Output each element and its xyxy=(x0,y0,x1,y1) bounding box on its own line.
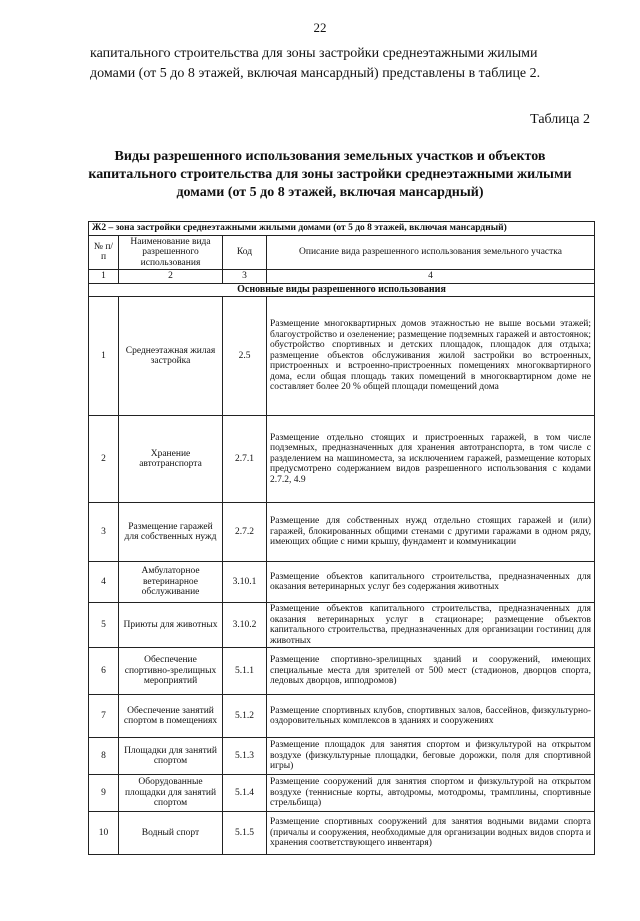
use-description: Размещение сооружений для занятия спортом и физкультурой на открытом воздухе (теннисные корты, автодромы, мотодромы, трамплины, спортивные стрельбища) xyxy=(267,775,595,812)
table-row xyxy=(89,416,595,503)
zone-title-row xyxy=(89,222,595,236)
use-name: Амбулаторное ветеринарное обслуживание xyxy=(119,562,223,603)
use-name: Размещение гаражей для собственных нужд xyxy=(119,503,223,562)
table-row xyxy=(89,695,595,738)
use-description: Размещение объектов капитального строительства, предназначенных для оказания ветеринарных услуг в стационаре; размещение объектов капитального строительства, предназначенных для организации гостиниц для животных xyxy=(267,603,595,648)
use-description: Размещение площадок для занятия спортом и физкультурой на открытом воздухе (физкультурные площадки, беговые дорожки, поля для спортивной игры) xyxy=(267,738,595,775)
use-code: 2.7.1 xyxy=(223,416,267,503)
section-title: Основные виды разрешенного использования xyxy=(89,283,595,297)
use-description: Размещение многоквартирных домов этажностью не выше восьми этажей; благоустройство и озеленение; размещение подземных гаражей и автостоянок; обустройство спортивных и детских площадок, площадок для отдыха; размещение объектов обслуживания жилой застройки во встроенных, пристроенных и встроенно-пристроенных помещениях многоквартирного дома, если общая площадь таких помещений в многоквартирном доме не составляет более 20 % общей площади помещений дома xyxy=(267,297,595,416)
row-number: 8 xyxy=(89,738,119,775)
use-code: 2.7.2 xyxy=(223,503,267,562)
row-number: 10 xyxy=(89,812,119,855)
table-row xyxy=(89,648,595,695)
zone-title: Ж2 – зона застройки среднеэтажными жилыми домами (от 5 до 8 этажей, включая мансардный) xyxy=(89,222,595,236)
use-description: Размещение спортивных клубов, спортивных залов, бассейнов, физкультурно-оздоровительных комплексов в зданиях и сооружениях xyxy=(267,695,595,738)
section-row xyxy=(89,283,595,297)
use-code: 5.1.2 xyxy=(223,695,267,738)
use-code: 3.10.2 xyxy=(223,603,267,648)
use-code: 3.10.1 xyxy=(223,562,267,603)
header-desc: Описание вида разрешенного использования земельного участка xyxy=(267,235,595,270)
intro-line: домами (от 5 до 8 этажей, включая мансардный) представлены в таблице 2. xyxy=(90,66,541,81)
column-index: 2 xyxy=(119,270,223,284)
row-number: 9 xyxy=(89,775,119,812)
table-label: Таблица 2 xyxy=(530,112,590,127)
row-number: 5 xyxy=(89,603,119,648)
column-index: 1 xyxy=(89,270,119,284)
header-row xyxy=(89,235,595,270)
use-description: Размещение для собственных нужд отдельно стоящих гаражей и (или) гаражей, блокированных общими стенами с другими гаражами в одном ряду, имеющих общие с ними крышу, фундамент и коммуникации xyxy=(267,503,595,562)
header-name: Наименование вида разрешенного использования xyxy=(119,235,223,270)
row-number: 2 xyxy=(89,416,119,503)
row-number: 3 xyxy=(89,503,119,562)
table-row xyxy=(89,775,595,812)
use-name: Обеспечение занятий спортом в помещениях xyxy=(119,695,223,738)
use-name: Среднеэтажная жилая застройка xyxy=(119,297,223,416)
use-description: Размещение отдельно стоящих и пристроенных гаражей, в том числе подземных, предназначенных для хранения автотранспорта, в том числе с разделением на машиноместа, за исключением гаражей, размещение которых предусмотрено содержанием видов разрешенного использования с кодами 2.7.2, 4.9 xyxy=(267,416,595,503)
table-row xyxy=(89,297,595,416)
header-code: Код xyxy=(223,235,267,270)
use-description: Размещение спортивных сооружений для занятия водными видами спорта (причалы и сооружения, необходимые для организации водных видов спорта и хранения соответствующего инвентаря) xyxy=(267,812,595,855)
table-row xyxy=(89,812,595,855)
use-description: Размещение объектов капитального строительства, предназначенных для оказания ветеринарных услуг без содержания животных xyxy=(267,562,595,603)
header-num: № п/п xyxy=(89,235,119,270)
row-number: 4 xyxy=(89,562,119,603)
use-name: Водный спорт xyxy=(119,812,223,855)
table-row xyxy=(89,603,595,648)
use-name: Площадки для занятий спортом xyxy=(119,738,223,775)
intro-line: капитального строительства для зоны застройки среднеэтажными жилыми xyxy=(90,46,538,61)
column-index-row xyxy=(89,270,595,284)
row-number: 7 xyxy=(89,695,119,738)
intro-paragraph xyxy=(90,44,590,84)
row-number: 1 xyxy=(89,297,119,416)
use-name: Обеспечение спортивно-зрелищных мероприятий xyxy=(119,648,223,695)
table-row xyxy=(89,503,595,562)
land-use-table xyxy=(88,221,595,855)
use-code: 5.1.5 xyxy=(223,812,267,855)
use-code: 2.5 xyxy=(223,297,267,416)
use-description: Размещение спортивно-зрелищных зданий и сооружений, имеющих специальные места для зрителей от 500 мест (стадионов, дворцов спорта, ледовых дворцов, ипподромов) xyxy=(267,648,595,695)
table-row xyxy=(89,562,595,603)
table-heading: Виды разрешенного использования земельных участков и объектов капитального строительства для зоны застройки среднеэтажными жилыми домами (от 5 до 8 этажей, включая мансардный) xyxy=(88,149,572,200)
use-code: 5.1.1 xyxy=(223,648,267,695)
use-code: 5.1.3 xyxy=(223,738,267,775)
row-number: 6 xyxy=(89,648,119,695)
table-row xyxy=(89,738,595,775)
column-index: 3 xyxy=(223,270,267,284)
column-index: 4 xyxy=(267,270,595,284)
use-name: Оборудованные площадки для занятий спортом xyxy=(119,775,223,812)
use-code: 5.1.4 xyxy=(223,775,267,812)
page-number: 22 xyxy=(313,20,327,35)
use-name: Хранение автотранспорта xyxy=(119,416,223,503)
use-name: Приюты для животных xyxy=(119,603,223,648)
